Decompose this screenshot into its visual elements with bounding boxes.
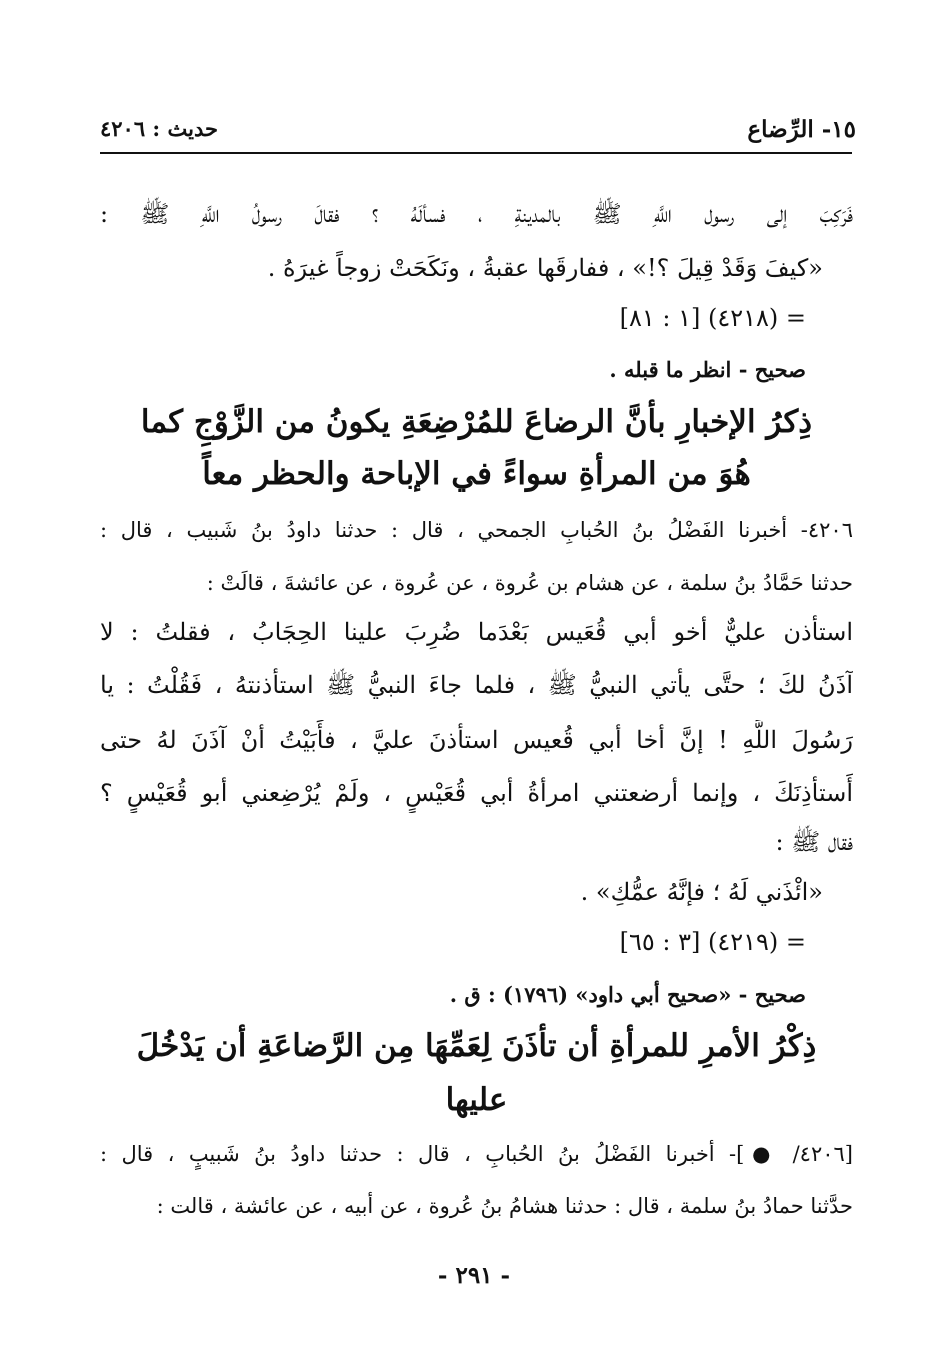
takhrij-line: = (٤٢١٩) [٣ : ٦٥] — [619, 928, 806, 956]
isnad-line: [٤٢٠٦/ ●]- أخبرنا الفَضْلُ بنُ الحُبابِ ، قال : حدثنا داودُ بنُ شَبيبٍ ، قال : — [100, 1142, 853, 1166]
isnad-line: حدثنا حَمَّادُ بنُ سلمة ، عن هشام بن عُروة ، عن عُروة ، عن عائشةَ ، قالَتْ : — [206, 571, 853, 595]
takhrij-line: = (٤٢١٨) [١ : ٨١] — [619, 304, 806, 332]
matn-line: آذَنُ لكَ ؛ حتَّى يأتي النبيُّ ﷺ ، فلما جاءَ النبيُّ ﷺ استأذنتهُ ، فَقُلْتُ : يا — [100, 671, 853, 699]
grading-line: صحيح - انظر ما قبله . — [609, 357, 806, 382]
header-divider — [100, 152, 852, 154]
section-heading: ذِكرُ الإخبارِ بأنَّ الرضاعَ للمُرْضِعَةِ يكونُ من الزَّوْجِ كما — [140, 404, 813, 440]
chapter-title: ١٥- الرِّضاع — [747, 116, 856, 143]
hadith-reference: حديث : ٤٢٠٦ — [100, 116, 218, 141]
matn-line: رَسُولَ اللَّهِ ! إنَّ أخا أبي قُعيس استأذنَ عليَّ ، فأَبَيْتُ أنْ آذَنَ لهُ حتى — [100, 726, 853, 754]
isnad-line: ٤٢٠٦- أخبرنا الفَضْلُ بنُ الحُبابِ الجمحي ، قال : حدثنا داودُ بنُ شَبيب ، قال : — [100, 518, 853, 542]
matn-line: «ائْذَني لَهُ ؛ فإنَّهُ عمُّكِ» . — [580, 878, 823, 906]
matn-line: فقال ﷺ : — [775, 828, 853, 856]
matn-line: استأذن عليٌّ أخو أبي قُعَيس بَعْدَما ضُرِبَ علينا الحِجَابُ ، فقلتُ : لا — [100, 618, 853, 646]
isnad-line: حدَّثنا حمادُ بنُ سلمة ، قال : حدثنا هشامُ بنُ عُروة ، عن أبيه ، عن عائشة ، قالت : — [156, 1194, 853, 1218]
text-line: «كيفَ وَقَدْ قِيلَ ؟!» ، ففارقَها عقبةُ ، ونَكَحَتْ زوجاً غيرَهُ . — [267, 254, 823, 282]
page-number: - ٢٩١ - — [437, 1262, 511, 1289]
section-heading: عليها — [445, 1082, 508, 1118]
section-heading: هُوَ من المرأةِ سواءً في الإباحة والحظر معاً — [202, 456, 751, 492]
section-heading: ذِكْرُ الأمرِ للمرأةِ أن تأذَنَ لِعَمِّهَا مِن الرَّضاعَةِ أن يَدْخُلَ — [136, 1028, 817, 1064]
text-line: فَرَكِبَ إلى رسول اللَّهِ ﷺ بالمدينةِ ، فسألَهُ ؟ فقالَ رسولُ اللَّهِ ﷺ : — [100, 200, 853, 228]
grading-line: صحيح - «صحيح أبي داود» (١٧٩٦) : ق . — [449, 982, 806, 1007]
matn-line: أَستأذِنَكَ ، وإنما أرضعتني امرأةُ أبي قُعَيْسٍ ، ولَمْ يُرْضِعني أبو قُعَيْسٍ ؟ — [100, 779, 853, 807]
